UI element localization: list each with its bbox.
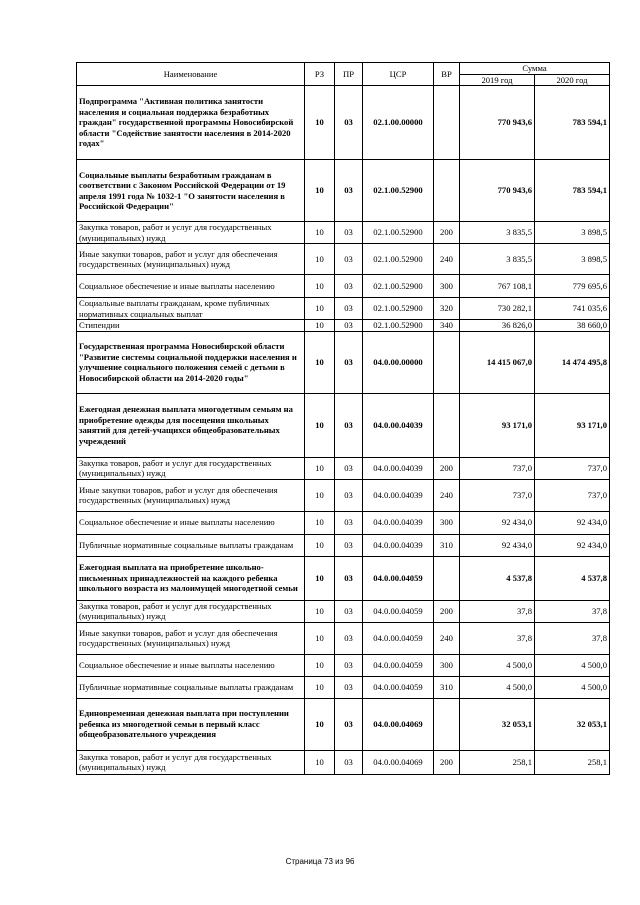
cell-sum-2020: 741 035,6	[535, 298, 610, 320]
budget-table	[76, 62, 610, 775]
cell-pr: 03	[335, 600, 363, 622]
cell-sum-2020: 3 898,5	[535, 222, 610, 244]
cell-pr: 03	[335, 622, 363, 654]
cell-csr: 04.0.00.04039	[363, 534, 434, 556]
table-row	[77, 160, 610, 222]
cell-vr: 200	[434, 600, 460, 622]
cell-csr: 04.0.00.04039	[363, 479, 434, 511]
cell-csr: 02.1.00.52900	[363, 275, 434, 298]
cell-sum-2019: 14 415 067,0	[460, 331, 535, 393]
header-year-2019: 2019 год	[460, 74, 535, 86]
cell-name: Закупка товаров, работ и услуг для государственных (муниципальных) нужд	[77, 600, 305, 622]
cell-pr: 03	[335, 556, 363, 600]
cell-rz: 10	[305, 298, 335, 320]
cell-rz: 10	[305, 457, 335, 479]
cell-name: Иные закупки товаров, работ и услуг для обеспечения государственных (муниципальных) нужд	[77, 622, 305, 654]
cell-sum-2020: 32 053,1	[535, 698, 610, 750]
cell-name: Закупка товаров, работ и услуг для государственных (муниципальных) нужд	[77, 750, 305, 774]
cell-pr: 03	[335, 222, 363, 244]
cell-sum-2019: 37,8	[460, 600, 535, 622]
cell-rz: 10	[305, 676, 335, 698]
table-row	[77, 556, 610, 600]
cell-name: Иные закупки товаров, работ и услуг для обеспечения государственных (муниципальных) нужд	[77, 479, 305, 511]
header-year-2020: 2020 год	[535, 74, 610, 86]
table-row	[77, 331, 610, 393]
cell-sum-2019: 770 943,6	[460, 86, 535, 160]
table-row	[77, 622, 610, 654]
cell-pr: 03	[335, 654, 363, 676]
table-row	[77, 698, 610, 750]
cell-rz: 10	[305, 534, 335, 556]
cell-sum-2019: 4 500,0	[460, 676, 535, 698]
cell-csr: 02.1.00.52900	[363, 244, 434, 275]
cell-sum-2019: 4 537,8	[460, 556, 535, 600]
table-row	[77, 86, 610, 160]
cell-rz: 10	[305, 600, 335, 622]
header-vr: ВР	[434, 63, 460, 86]
cell-vr	[434, 160, 460, 222]
cell-csr: 02.1.00.52900	[363, 222, 434, 244]
cell-sum-2020: 4 500,0	[535, 676, 610, 698]
cell-name: Социальные выплаты безработным гражданам в соответствии с Законом Российской Федерации от 19 апреля 1991 года № 1032-1 "О занятости населения в Российской Федерации"	[77, 160, 305, 222]
cell-name: Иные закупки товаров, работ и услуг для обеспечения государственных (муниципальных) нужд	[77, 244, 305, 275]
table-row	[77, 275, 610, 298]
cell-sum-2020: 783 594,1	[535, 160, 610, 222]
cell-pr: 03	[335, 479, 363, 511]
cell-pr: 03	[335, 676, 363, 698]
cell-rz: 10	[305, 654, 335, 676]
cell-name: Ежегодная денежная выплата многодетным семьям на приобретение одежды для посещения школьных занятий для детей-учащихся общеобразовательных учреждений	[77, 393, 305, 457]
cell-csr: 02.1.00.00000	[363, 86, 434, 160]
cell-rz: 10	[305, 275, 335, 298]
cell-csr: 02.1.00.52900	[363, 160, 434, 222]
page-number: Страница 73 из 96	[285, 857, 355, 866]
cell-pr: 03	[335, 457, 363, 479]
cell-sum-2019: 3 835,5	[460, 222, 535, 244]
cell-vr: 240	[434, 479, 460, 511]
cell-rz: 10	[305, 86, 335, 160]
cell-pr: 03	[335, 320, 363, 332]
cell-sum-2020: 4 537,8	[535, 556, 610, 600]
cell-csr: 02.1.00.52900	[363, 320, 434, 332]
cell-pr: 03	[335, 86, 363, 160]
cell-csr: 04.0.00.04039	[363, 457, 434, 479]
cell-rz: 10	[305, 511, 335, 534]
cell-pr: 03	[335, 160, 363, 222]
cell-pr: 03	[335, 393, 363, 457]
cell-rz: 10	[305, 320, 335, 332]
cell-name: Публичные нормативные социальные выплаты гражданам	[77, 534, 305, 556]
cell-vr	[434, 556, 460, 600]
cell-sum-2020: 37,8	[535, 622, 610, 654]
cell-sum-2020: 779 695,6	[535, 275, 610, 298]
cell-pr: 03	[335, 750, 363, 774]
cell-name: Социальное обеспечение и иные выплаты населению	[77, 275, 305, 298]
cell-vr: 300	[434, 511, 460, 534]
cell-rz: 10	[305, 479, 335, 511]
cell-sum-2020: 737,0	[535, 457, 610, 479]
table-row	[77, 654, 610, 676]
cell-csr: 04.0.00.04059	[363, 622, 434, 654]
cell-csr: 04.0.00.04039	[363, 393, 434, 457]
cell-vr: 240	[434, 244, 460, 275]
cell-sum-2020: 258,1	[535, 750, 610, 774]
cell-sum-2019: 92 434,0	[460, 534, 535, 556]
cell-name: Закупка товаров, работ и услуг для государственных (муниципальных) нужд	[77, 457, 305, 479]
cell-sum-2019: 767 108,1	[460, 275, 535, 298]
cell-sum-2020: 93 171,0	[535, 393, 610, 457]
cell-name: Социальное обеспечение и иные выплаты населению	[77, 511, 305, 534]
cell-sum-2020: 92 434,0	[535, 534, 610, 556]
cell-rz: 10	[305, 556, 335, 600]
cell-rz: 10	[305, 331, 335, 393]
cell-name: Ежегодная выплата на приобретение школьно-письменных принадлежностей на каждого ребенка школьного возраста из малоимущей многодетной семьи	[77, 556, 305, 600]
cell-name: Социальное обеспечение и иные выплаты населению	[77, 654, 305, 676]
cell-sum-2019: 37,8	[460, 622, 535, 654]
table-row	[77, 534, 610, 556]
cell-vr: 320	[434, 298, 460, 320]
cell-sum-2020: 37,8	[535, 600, 610, 622]
cell-rz: 10	[305, 244, 335, 275]
table-body	[77, 86, 610, 775]
cell-csr: 04.0.00.04059	[363, 600, 434, 622]
table-row	[77, 222, 610, 244]
cell-csr: 04.0.00.04069	[363, 750, 434, 774]
cell-pr: 03	[335, 275, 363, 298]
cell-name: Социальные выплаты гражданам, кроме публичных нормативных социальных выплат	[77, 298, 305, 320]
cell-sum-2019: 93 171,0	[460, 393, 535, 457]
cell-rz: 10	[305, 222, 335, 244]
table-row	[77, 298, 610, 320]
cell-rz: 10	[305, 750, 335, 774]
table-row	[77, 511, 610, 534]
cell-pr: 03	[335, 331, 363, 393]
cell-sum-2019: 770 943,6	[460, 160, 535, 222]
table-row	[77, 244, 610, 275]
cell-sum-2019: 258,1	[460, 750, 535, 774]
table-row	[77, 600, 610, 622]
cell-pr: 03	[335, 534, 363, 556]
cell-vr: 200	[434, 750, 460, 774]
cell-sum-2019: 4 500,0	[460, 654, 535, 676]
cell-sum-2020: 92 434,0	[535, 511, 610, 534]
cell-sum-2020: 3 898,5	[535, 244, 610, 275]
cell-sum-2020: 737,0	[535, 479, 610, 511]
header-rz: РЗ	[305, 63, 335, 86]
table-row	[77, 457, 610, 479]
cell-vr: 340	[434, 320, 460, 332]
cell-rz: 10	[305, 698, 335, 750]
cell-pr: 03	[335, 298, 363, 320]
cell-name: Закупка товаров, работ и услуг для государственных (муниципальных) нужд	[77, 222, 305, 244]
cell-sum-2019: 32 053,1	[460, 698, 535, 750]
table-row	[77, 479, 610, 511]
cell-name: Подпрограмма "Активная политика занятости населения и социальная поддержка безработных граждан" государственной программы Новосибирской области "Содействие занятости населения в 2014-2020 годах"	[77, 86, 305, 160]
cell-csr: 04.0.00.00000	[363, 331, 434, 393]
cell-csr: 02.1.00.52900	[363, 298, 434, 320]
cell-vr	[434, 331, 460, 393]
cell-sum-2020: 14 474 495,8	[535, 331, 610, 393]
cell-sum-2019: 92 434,0	[460, 511, 535, 534]
cell-sum-2019: 730 282,1	[460, 298, 535, 320]
cell-vr	[434, 393, 460, 457]
cell-name: Публичные нормативные социальные выплаты гражданам	[77, 676, 305, 698]
cell-vr: 310	[434, 676, 460, 698]
table-row	[77, 750, 610, 774]
cell-sum-2020: 4 500,0	[535, 654, 610, 676]
table-row	[77, 393, 610, 457]
cell-sum-2019: 737,0	[460, 457, 535, 479]
cell-vr: 300	[434, 654, 460, 676]
cell-sum-2020: 783 594,1	[535, 86, 610, 160]
cell-vr	[434, 698, 460, 750]
cell-rz: 10	[305, 622, 335, 654]
cell-name: Единовременная денежная выплата при поступлении ребенка из многодетной семьи в первый класс общеобразовательного учреждения	[77, 698, 305, 750]
header-sum: Сумма	[460, 63, 610, 75]
cell-sum-2019: 3 835,5	[460, 244, 535, 275]
cell-vr: 200	[434, 457, 460, 479]
cell-csr: 04.0.00.04039	[363, 511, 434, 534]
cell-csr: 04.0.00.04069	[363, 698, 434, 750]
cell-vr: 300	[434, 275, 460, 298]
cell-pr: 03	[335, 698, 363, 750]
header-name: Наименование	[77, 63, 305, 86]
cell-csr: 04.0.00.04059	[363, 556, 434, 600]
cell-name: Государственная программа Новосибирской области "Развитие системы социальной поддержки населения и улучшение социального положения семей с детьми в Новосибирской области на 2014-2020 годы"	[77, 331, 305, 393]
cell-csr: 04.0.00.04059	[363, 676, 434, 698]
cell-vr	[434, 86, 460, 160]
cell-csr: 04.0.00.04059	[363, 654, 434, 676]
cell-sum-2020: 38 660,0	[535, 320, 610, 332]
header-pr: ПР	[335, 63, 363, 86]
cell-sum-2019: 737,0	[460, 479, 535, 511]
cell-pr: 03	[335, 511, 363, 534]
cell-pr: 03	[335, 244, 363, 275]
header-csr: ЦСР	[363, 63, 434, 86]
table-row	[77, 320, 610, 332]
cell-vr: 200	[434, 222, 460, 244]
cell-rz: 10	[305, 160, 335, 222]
cell-rz: 10	[305, 393, 335, 457]
cell-sum-2019: 36 826,0	[460, 320, 535, 332]
cell-vr: 240	[434, 622, 460, 654]
cell-name: Стипендии	[77, 320, 305, 332]
table-row	[77, 676, 610, 698]
cell-vr: 310	[434, 534, 460, 556]
